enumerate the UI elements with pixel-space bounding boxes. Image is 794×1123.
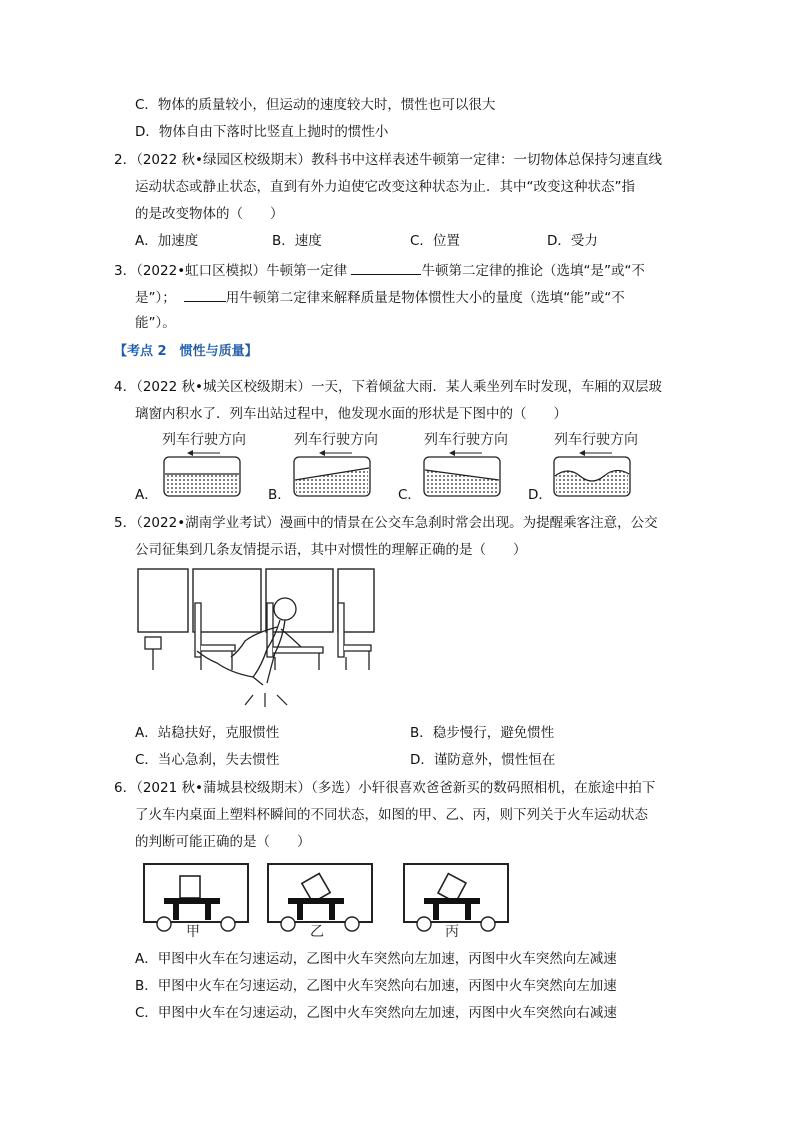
q6-label-bing: 丙 [445,924,459,940]
q2-option-d: D．受力 [547,233,598,249]
q4-option-d: D． [528,487,552,503]
q6-figure [140,862,540,942]
q4-figure-b [294,431,378,496]
q3-blank-2[interactable] [184,286,226,302]
q6-stem-line1: 6．（2021 秋•蒲城县校级期末）（多选）小轩很喜欢爸爸新买的数码照相机，在旅途中拍下 [114,780,656,796]
q4-figure-d [554,431,638,496]
q4-stem-line2: 璃窗内积水了．列车出站过程中，他发现水面的形状是下图中的（ ） [135,406,567,422]
q5-option-a: A．站稳扶好，克服惯性 [135,725,280,741]
q3-text-1b: 牛顿第二定律的推论（选填“是”或“不 [421,263,645,279]
q6-label-yi: 乙 [310,924,324,940]
q2-option-b: B．速度 [272,233,322,249]
q3-blank-1[interactable] [351,259,421,275]
q5-stem-line1: 5．（2022•湖南学业考试）漫画中的情景在公交车急刹时常会出现。为提醒乘客注意，公交 [114,515,658,531]
q4-option-c: C． [398,487,421,503]
q1-option-d: D．物体自由下落时比竖直上抛时的惯性小 [135,124,389,140]
q6-option-a: A．甲图中火车在匀速运动，乙图中火车突然向左加速，丙图中火车突然向左减速 [135,951,617,967]
q4-caption-d: 列车行驶方向 [554,432,638,448]
q3-text-2a: 是”）； [135,290,176,306]
q2-stem-line1: 2．（2022 秋•绿园区校级期末）教科书中这样表述牛顿第一定律：一切物体总保持匀速直线 [114,152,662,168]
q4-caption-b: 列车行驶方向 [294,432,378,448]
q4-caption-a: 列车行驶方向 [162,432,246,448]
q6-figure-yi [268,864,372,940]
q6-stem-line3: 的判断可能正确的是（ ） [135,834,311,850]
q2-stem-line2: 运动状态或静止状态，直到有外力迫使它改变这种状态为止．其中“改变这种状态”指 [135,179,635,195]
q6-figure-jia [144,864,248,940]
q4-figure-a [162,431,246,496]
q2-option-a: A．加速度 [135,233,199,249]
q5-option-c: C．当心急刹，失去惯性 [135,752,280,768]
q3-stem-line3: 能”）。 [135,315,176,331]
section-header: 【考点 2 惯性与质量】 [114,344,258,359]
q1-option-c: C．物体的质量较小，但运动的速度较大时，惯性也可以很大 [135,97,496,113]
q6-label-jia: 甲 [186,924,200,940]
q3-stem-line1 [114,259,645,281]
q5-option-d: D．谨防意外，惯性恒在 [410,752,556,768]
q6-option-c: C．甲图中火车在匀速运动，乙图中火车突然向左加速，丙图中火车突然向右减速 [135,1005,617,1021]
q3-text-1a: 3．（2022•虹口区模拟）牛顿第一定律 [114,263,352,279]
q4-caption-c: 列车行驶方向 [424,432,508,448]
q2-stem-line3: 的是改变物体的（ ） [135,206,284,222]
q4-option-a: A． [135,487,158,503]
q6-option-b: B．甲图中火车在匀速运动，乙图中火车突然向右加速，丙图中火车突然向左加速 [135,978,617,994]
q5-option-b: B．稳步慢行，避免惯性 [410,725,555,741]
q5-cartoon [135,567,385,712]
q6-figure-bing [404,864,508,940]
q4-stem-line1: 4．（2022 秋•城关区校级期末）一天，下着倾盆大雨．某人乘坐列车时发现，车厢的双层玻 [114,379,662,395]
q4-option-b: B． [268,487,291,503]
q4-figure-c [424,431,508,496]
q6-stem-line2: 了火车内桌面上塑料杯瞬间的不同状态，如图的甲、乙、丙，则下列关于火车运动状态 [135,807,648,823]
q5-stem-line2: 公司征集到几条友情提示语，其中对惯性的理解正确的是（ ） [135,542,527,558]
q3-stem-line2 [135,286,625,308]
q2-option-c: C．位置 [410,233,460,249]
q3-text-2b: 用牛顿第二定律来解释质量是物体惯性大小的量度（选填“能”或“不 [225,290,625,306]
